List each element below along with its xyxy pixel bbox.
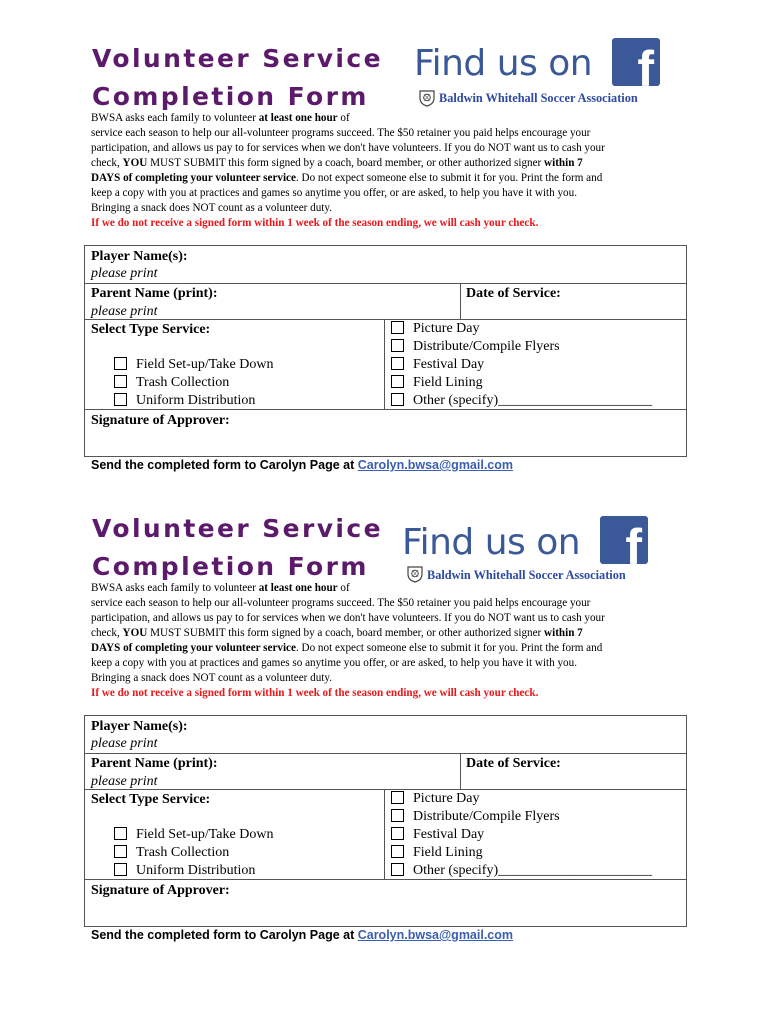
association-name: Baldwin Whitehall Soccer Association — [439, 91, 638, 105]
player-name-label: Player Name(s): — [91, 249, 188, 264]
option-uniform-distribution[interactable]: Uniform Distribution — [114, 392, 255, 409]
form-table — [84, 715, 687, 927]
service-type-label: Select Type Service: — [91, 792, 211, 807]
checkbox-icon[interactable] — [391, 827, 404, 840]
date-of-service-field[interactable]: Date of Service: — [466, 756, 561, 771]
facebook-find-us-text[interactable]: Find us on — [414, 43, 593, 84]
form-title-line1: Volunteer Service — [92, 44, 383, 73]
option-trash-collection[interactable]: Trash Collection — [114, 844, 229, 861]
signature-approver-field[interactable]: Signature of Approver: — [91, 883, 230, 898]
date-of-service-field[interactable]: Date of Service: — [466, 286, 561, 301]
option-other-specify[interactable]: Other (specify)______________________ — [391, 862, 652, 879]
option-distribute-flyers[interactable]: Distribute/Compile Flyers — [391, 338, 560, 355]
checkbox-icon[interactable] — [391, 321, 404, 334]
association-name: Baldwin Whitehall Soccer Association — [427, 568, 626, 582]
form-title-line2: Completion Form — [92, 82, 369, 111]
player-name-field[interactable]: please print — [91, 266, 158, 281]
volunteer-form-1 — [0, 0, 770, 480]
form-title-line2: Completion Form — [92, 552, 369, 581]
email-link[interactable]: Carolyn.bwsa@gmail.com — [357, 928, 514, 942]
form-title-line1: Volunteer Service — [92, 514, 383, 543]
option-field-setup[interactable]: Field Set-up/Take Down — [114, 826, 273, 843]
checkbox-icon[interactable] — [114, 827, 127, 840]
option-picture-day[interactable]: Picture Day — [391, 320, 479, 337]
checkbox-icon[interactable] — [391, 809, 404, 822]
option-festival-day[interactable]: Festival Day — [391, 826, 484, 843]
player-name-field[interactable]: please print — [91, 736, 158, 751]
option-trash-collection[interactable]: Trash Collection — [114, 374, 229, 391]
option-field-lining[interactable]: Field Lining — [391, 844, 483, 861]
option-other-specify[interactable]: Other (specify)______________________ — [391, 392, 652, 409]
facebook-find-us-text[interactable]: Find us on — [402, 522, 581, 563]
checkbox-icon[interactable] — [114, 393, 127, 406]
checkbox-icon[interactable] — [114, 845, 127, 858]
intro-paragraph: BWSA asks each family to volunteer at least one hour of service each season to help our all-volunteer programs succeed. The $50 retainer you paid helps encourage your participation, and allows us pay to for services when we don't have volunteers. If you do NOT want us to cash your check, YOU MUST SUBMIT this form signed by a coach, board member, or other authorized signer within 7 DAYS of completing your volunteer service. Do not expect someone else to submit it for you. Print the form and keep a copy with you at practices and games so anytime you offer, or are asked, to help you have it with you. Bringing a snack does NOT count as a volunteer duty. If we do not receive a signed form within 1 week of the season ending, we will cash your check. — [91, 111, 691, 231]
send-instructions: Send the completed form to Carolyn Page at Carolyn.bwsa@gmail.com — [91, 928, 514, 942]
option-distribute-flyers[interactable]: Distribute/Compile Flyers — [391, 808, 560, 825]
parent-name-field[interactable]: please print — [91, 774, 158, 789]
facebook-logo-icon[interactable]: f — [612, 38, 660, 86]
parent-name-label: Parent Name (print): — [91, 756, 218, 771]
volunteer-form-2 — [0, 470, 770, 950]
parent-name-field[interactable]: please print — [91, 304, 158, 319]
signature-approver-field[interactable]: Signature of Approver: — [91, 413, 230, 428]
player-name-label: Player Name(s): — [91, 719, 188, 734]
form-table — [84, 245, 687, 457]
option-festival-day[interactable]: Festival Day — [391, 356, 484, 373]
checkbox-icon[interactable] — [114, 863, 127, 876]
checkbox-icon[interactable] — [114, 357, 127, 370]
checkbox-icon[interactable] — [114, 375, 127, 388]
option-field-lining[interactable]: Field Lining — [391, 374, 483, 391]
checkbox-icon[interactable] — [391, 791, 404, 804]
checkbox-icon[interactable] — [391, 339, 404, 352]
facebook-logo-icon[interactable]: f — [600, 516, 648, 564]
option-uniform-distribution[interactable]: Uniform Distribution — [114, 862, 255, 879]
checkbox-icon[interactable] — [391, 863, 404, 876]
checkbox-icon[interactable] — [391, 845, 404, 858]
bwsa-crest-icon — [418, 89, 436, 107]
option-field-setup[interactable]: Field Set-up/Take Down — [114, 356, 273, 373]
checkbox-icon[interactable] — [391, 375, 404, 388]
email-link[interactable]: Carolyn.bwsa@gmail.com — [357, 458, 514, 472]
checkbox-icon[interactable] — [391, 357, 404, 370]
cash-check-warning: If we do not receive a signed form within 1 week of the season ending, we will cash your check. — [91, 217, 539, 229]
option-picture-day[interactable]: Picture Day — [391, 790, 479, 807]
parent-name-label: Parent Name (print): — [91, 286, 218, 301]
intro-paragraph: BWSA asks each family to volunteer at least one hour of service each season to help our all-volunteer programs succeed. The $50 retainer you paid helps encourage your participation, and allows us pay to for services when we don't have volunteers. If you do NOT want us to cash your check, YOU MUST SUBMIT this form signed by a coach, board member, or other authorized signer within 7 DAYS of completing your volunteer service. Do not expect someone else to submit it for you. Print the form and keep a copy with you at practices and games so anytime you offer, or are asked, to help you have it with you. Bringing a snack does NOT count as a volunteer duty. If we do not receive a signed form within 1 week of the season ending, we will cash your check. — [91, 581, 691, 701]
cash-check-warning: If we do not receive a signed form within 1 week of the season ending, we will cash your check. — [91, 687, 539, 699]
checkbox-icon[interactable] — [391, 393, 404, 406]
send-instructions: Send the completed form to Carolyn Page at Carolyn.bwsa@gmail.com — [91, 458, 514, 472]
service-type-label: Select Type Service: — [91, 322, 211, 337]
